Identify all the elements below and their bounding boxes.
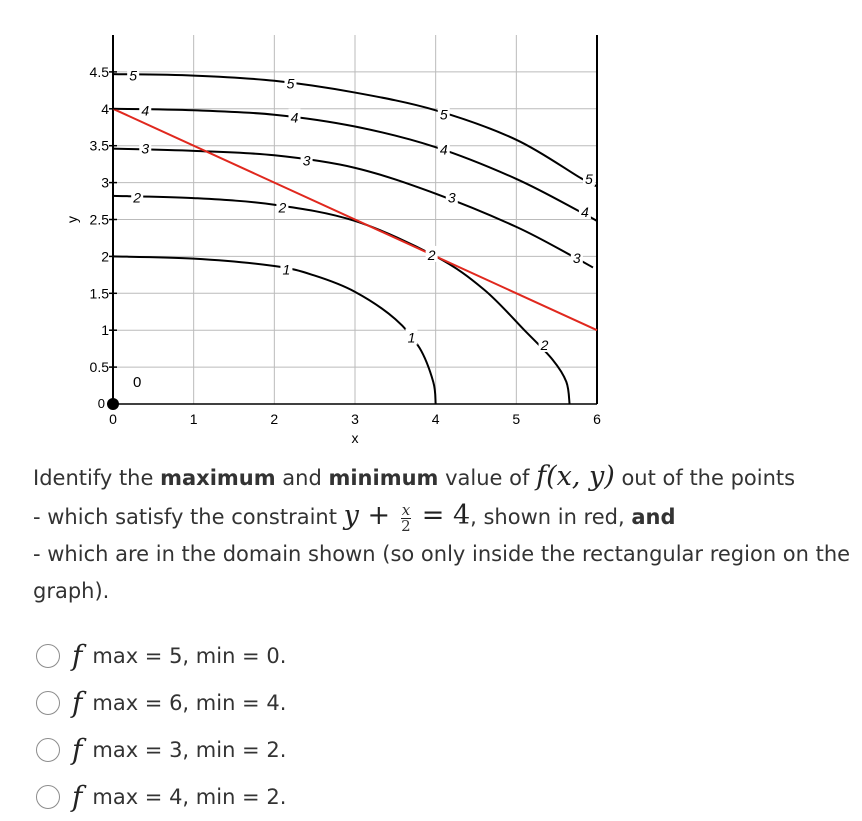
option-1[interactable]: f max = 5, min = 0. <box>36 632 286 679</box>
contour-label: 2 <box>540 336 549 353</box>
contour-label: 5 <box>585 170 593 187</box>
y-tick-label: 4.5 <box>89 63 109 80</box>
x-tick-label: 4 <box>431 411 440 427</box>
radio-button[interactable] <box>36 738 60 762</box>
x-axis-label: x <box>351 430 359 446</box>
math-args: (x, y) <box>546 461 615 492</box>
tick-labels <box>64 64 601 446</box>
y-tick-label: 1 <box>101 322 109 339</box>
contour-labels <box>98 67 595 411</box>
x-tick-label: 3 <box>351 411 359 427</box>
contour-line-3 <box>113 149 593 268</box>
contour-label: 2 <box>278 199 287 216</box>
contour-label: 5 <box>439 106 448 123</box>
contour-label: 1 <box>407 329 416 346</box>
y-tick-label: 0.5 <box>89 359 109 376</box>
option-4[interactable]: f max = 4, min = 2. <box>36 773 286 820</box>
question-line-2: - which satisfy the constraint y + $\frac{x}{2}$ = 4, shown in red, and <box>33 500 676 535</box>
y-tick-label: 2.5 <box>89 211 109 228</box>
radio-button[interactable] <box>36 644 60 668</box>
contour-label: 1 <box>282 261 291 278</box>
contour-label: 4 <box>290 109 299 126</box>
y-axis-label: y <box>64 216 80 223</box>
question-line-3: - which are in the domain shown (so only inside the rectangular region on the <box>33 542 851 566</box>
math-y: y <box>343 500 359 531</box>
x-tick-label: 1 <box>189 411 198 427</box>
y-tick-label: 4 <box>101 100 109 117</box>
region-label: 0 <box>133 373 142 391</box>
contour-label: 4 <box>141 102 150 119</box>
question-line-1: Identify the maximum and minimum value of f(x, y) out of the points <box>33 461 796 492</box>
question-text <box>33 458 858 610</box>
answer-options <box>36 632 286 820</box>
origin-label: 0 <box>97 396 105 411</box>
contour-label: 2 <box>133 189 142 206</box>
fraction-x-over-2: $\frac{x}{2}$ <box>401 500 411 535</box>
x-tick-label: 5 <box>512 411 521 427</box>
contour-line-2 <box>113 196 570 404</box>
maximum-word: maximum <box>160 466 276 490</box>
contour-label: 3 <box>572 249 581 266</box>
x-tick-label: 6 <box>593 411 601 427</box>
option-2[interactable]: f max = 6, min = 4. <box>36 679 286 726</box>
y-tick-label: 1.5 <box>89 285 109 302</box>
contour-label: 3 <box>302 152 311 169</box>
question-line-4: graph). <box>33 579 110 603</box>
contour-label: 5 <box>129 67 138 84</box>
option-3[interactable]: f max = 3, min = 2. <box>36 726 286 773</box>
y-tick-label: 3 <box>101 174 109 191</box>
math-f: f <box>536 461 547 492</box>
radio-button[interactable] <box>36 785 60 809</box>
contour-label: 2 <box>427 246 436 263</box>
contour-label: 3 <box>141 140 150 157</box>
radio-button[interactable] <box>36 691 60 715</box>
contour-label: 4 <box>581 204 589 221</box>
x-tick-label: 0 <box>109 411 117 427</box>
y-tick-label: 2 <box>101 248 109 265</box>
y-tick-label: 3.5 <box>89 137 109 154</box>
contour-label: 3 <box>447 189 456 206</box>
x-tick-label: 2 <box>270 411 279 427</box>
minimum-word: minimum <box>328 466 439 490</box>
contour-label: 4 <box>439 141 448 158</box>
contour-label: 5 <box>286 75 295 92</box>
